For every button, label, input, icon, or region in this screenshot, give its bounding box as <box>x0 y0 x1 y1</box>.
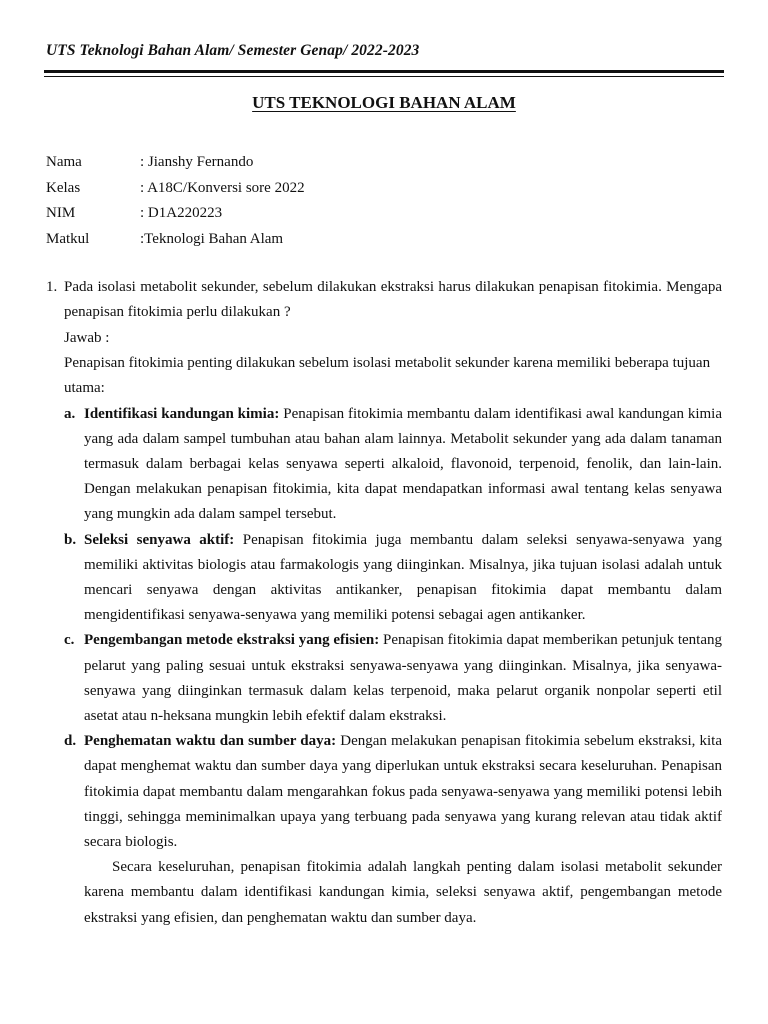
question-text: Pada isolasi metabolit sekunder, sebelum dilakukan ekstraksi harus dilakukan penapisan fitokimia. Mengapa penapisan fitokimia perlu dilakukan ? <box>64 279 722 321</box>
document-title-wrap <box>0 93 768 113</box>
item-title: Pengembangan metode ekstraksi yang efisien: <box>84 632 380 649</box>
item-letter: a. <box>64 405 76 422</box>
item-text: Dengan melakukan penapisan fitokimia sebelum ekstraksi, kita dapat menghemat waktu dan sumber daya yang diperlukan untuk ekstraksi secara keseluruhan. Penapisan fitokimia dapat membantu dalam mengarahkan fokus pada senyawa-senyawa yang memiliki potensi lebih tinggi, sehingga meminimalkan upaya yang terbuang pada senyawa yang kurang relevan atau tidak aktif secara biologis. <box>84 733 722 851</box>
identity-value: :Teknologi Bahan Alam <box>140 230 284 247</box>
answer-list <box>64 402 722 856</box>
list-item <box>64 402 722 528</box>
answer-block <box>64 326 722 931</box>
identity-label: Matkul <box>46 230 90 247</box>
item-title: Seleksi senyawa aktif: <box>84 531 235 548</box>
answer-intro: Penapisan fitokimia penting dilakukan sebelum isolasi metabolit sekunder karena memiliki beberapa tujuan utama: <box>64 355 711 397</box>
question-1 <box>46 275 722 325</box>
item-text: Penapisan fitokimia dapat memberikan petunjuk tentang pelarut yang paling sesuai untuk ekstraksi senyawa-senyawa yang diinginkan. Misalnya, jika senyawa-senyawa yang diinginkan termasuk dalam kelas terpenoid, maka pelarut organik nonpolar seperti etil asetat atau n-heksana mungkin lebih efektif dalam ekstraksi. <box>84 632 722 725</box>
identity-value: : D1A220223 <box>140 205 223 221</box>
header-rule-thick <box>44 70 724 73</box>
list-item <box>64 528 722 629</box>
item-letter: c. <box>64 632 75 649</box>
item-text: Penapisan fitokimia juga membantu dalam seleksi senyawa-senyawa yang memiliki aktivitas biologis atau farmakologis yang diinginkan. Misalnya, jika tujuan isolasi adalah untuk mencari senyawa dengan aktivitas antikanker, penapisan fitokimia dapat membantu dalam mengidentifikasi senyawa-senyawa yang memiliki potensi sebagai agen antikanker. <box>84 531 722 624</box>
question-number: 1. <box>46 279 58 295</box>
conclusion-paragraph: Secara keseluruhan, penapisan fitokimia adalah langkah penting dalam isolasi metabolit sekunder karena membantu dalam identifikasi kandungan kimia, seleksi senyawa aktif, pengembangan metode ekstraksi yang efisien, dan penghematan waktu dan sumber daya. <box>84 859 722 926</box>
answer-label: Jawab : <box>64 330 110 346</box>
identity-label: NIM <box>46 205 76 221</box>
item-title: Identifikasi kandungan kimia: <box>84 405 280 422</box>
running-header: UTS Teknologi Bahan Alam/ Semester Genap/ 2022-2023 <box>46 42 420 59</box>
identity-value: : Jianshy Fernando <box>140 154 254 170</box>
identity-value: : A18C/Konversi sore 2022 <box>140 179 305 196</box>
document-title: UTS TEKNOLOGI BAHAN ALAM <box>252 93 516 112</box>
item-letter: d. <box>64 733 77 750</box>
identity-label: Nama <box>46 154 82 170</box>
header-rule-thin <box>44 76 724 77</box>
list-item <box>64 628 722 729</box>
list-item <box>64 729 722 855</box>
identity-label: Kelas <box>46 179 81 196</box>
item-letter: b. <box>64 531 77 548</box>
item-text: Penapisan fitokimia membantu dalam identifikasi awal kandungan kimia yang ada dalam sampel tumbuhan atau bahan alam lainnya. Metabolit sekunder yang ada dalam tanaman termasuk dalam berbagai kelas senyawa seperti alkaloid, flavonoid, terpenoid, fenolik, dan lain-lain. Dengan melakukan penapisan fitokimia, kita dapat mendapatkan informasi awal tentang kelas senyawa yang mungkin ada dalam sampel tersebut. <box>84 405 723 523</box>
item-title: Penghematan waktu dan sumber daya: <box>84 733 337 750</box>
